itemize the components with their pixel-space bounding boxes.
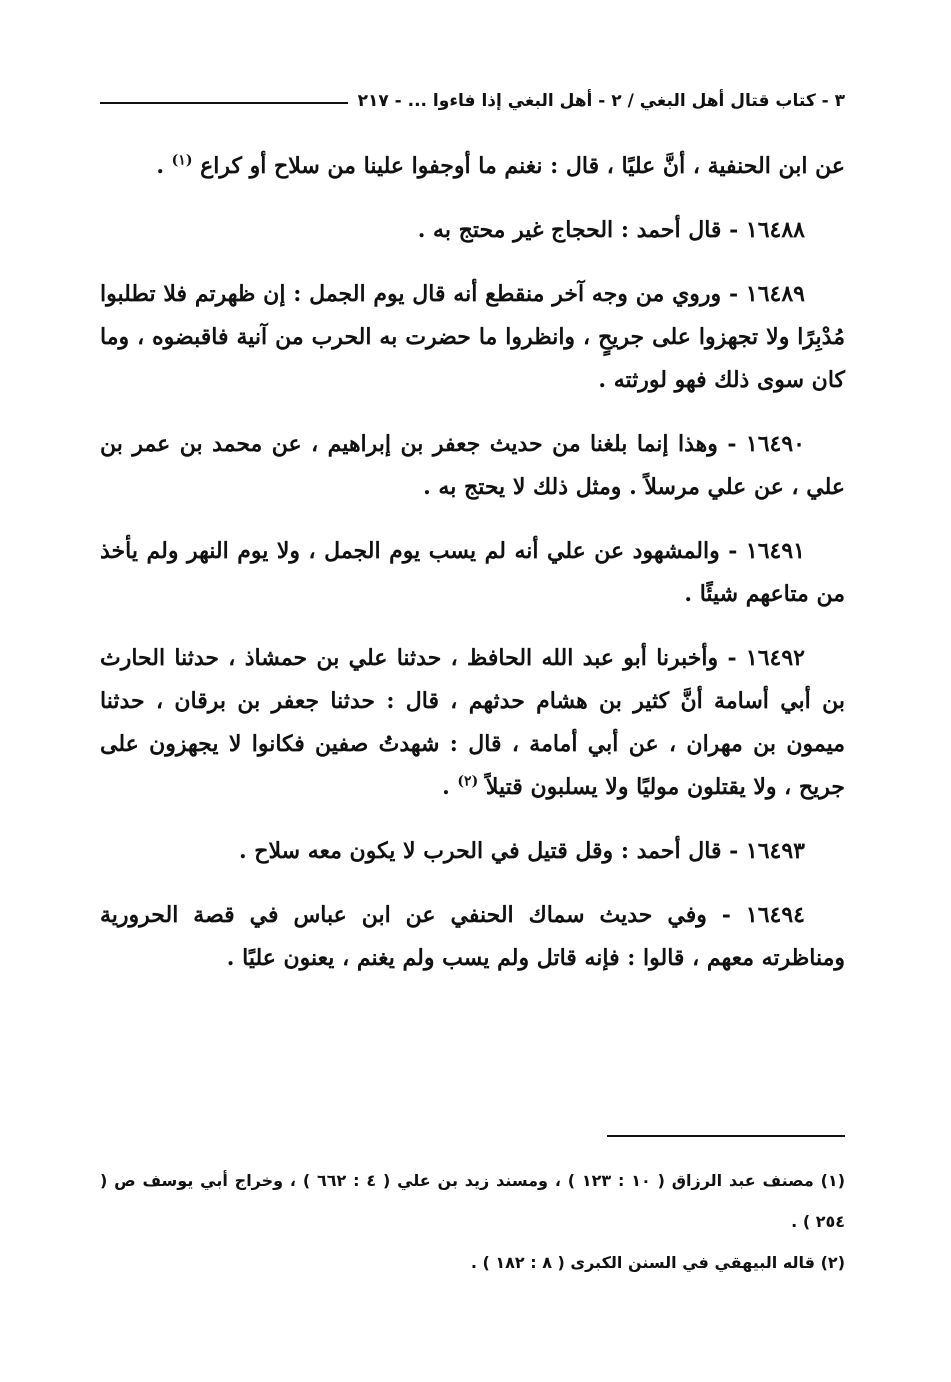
paragraph-16490 xyxy=(100,423,845,509)
footnote-ref-2: (٢) xyxy=(457,773,479,790)
paragraph-text: ١٦٤٩٢ - وأخبرنا أبو عبد الله الحافظ ، حدثنا علي بن حمشاذ ، حدثنا الحارث بن أبي أسامة أنَّ كثير بن هشام حدثهم ، قال : حدثنا جعفر بن برقان ، حدثنا ميمون بن مهران ، عن أبي أمامة ، قال : شهدتُ صفين فكانوا لا يجهزون على جريح ، ولا يقتلون موليًا ولا يسلبون قتيلاً xyxy=(100,645,845,800)
footnote-separator xyxy=(607,1135,845,1137)
running-title: ٣ - كتاب قتال أهل البغي / ٢ - أهل البغي إذا فاءوا ... - ٢١٧ xyxy=(357,91,845,111)
paragraph-text: ١٦٤٨٨ - قال أحمد : الحجاج غير محتج به . xyxy=(417,217,805,243)
body-text xyxy=(100,145,845,1001)
paragraph-text: ١٦٤٩٤ - وفي حديث سماك الحنفي عن ابن عباس في قصة الحرورية ومناظرته معهم ، قالوا : فإنه قاتل ولم يسب ولم يغنم ، يعنون عليًا . xyxy=(100,902,845,971)
book-page xyxy=(100,60,845,1350)
footnote-ref-1: (١) xyxy=(171,152,193,169)
paragraph-tail: . xyxy=(156,153,172,179)
footnote-1: (١) مصنف عبد الرزاق ( ١٠ : ١٢٣ ) ، ومسند زيد بن علي ( ٤ : ٦٦٢ ) ، وخراج أبي يوسف ص ( ٢٥٤ ) . xyxy=(100,1171,845,1231)
footnotes xyxy=(100,1160,845,1283)
paragraph-16489 xyxy=(100,273,845,402)
paragraph-text: ١٦٤٩١ - والمشهود عن علي أنه لم يسب يوم الجمل ، ولا يوم النهر ولم يأخذ من متاعهم شيئًا . xyxy=(100,538,845,607)
paragraph-16491 xyxy=(100,530,845,616)
paragraph-text: عن ابن الحنفية ، أنَّ عليًا ، قال : نغنم ما أوجفوا علينا من سلاح أو كراع xyxy=(200,153,845,179)
paragraph-tail: . xyxy=(442,774,458,800)
footnote-2: (٢) قاله البيهقي في السنن الكبرى ( ٨ : ١٨٢ ) . xyxy=(470,1253,845,1272)
paragraph-16493 xyxy=(100,830,845,873)
header-rule xyxy=(100,102,348,104)
paragraph-continuation xyxy=(100,145,845,188)
paragraph-text: ١٦٤٩٠ - وهذا إنما بلغنا من حديث جعفر بن إبراهيم ، عن محمد بن عمر بن علي ، عن علي مرسلاً . ومثل ذلك لا يحتج به . xyxy=(100,431,845,500)
paragraph-text: ١٦٤٨٩ - وروي من وجه آخر منقطع أنه قال يوم الجمل : إن ظهرتم فلا تطلبوا مُدْبِرًا ولا تجهزوا على جريحٍ ، وانظروا ما حضرت به الحرب من آنية فاقبضوه ، وما كان سوى ذلك فهو لورثته . xyxy=(100,281,845,393)
paragraph-text: ١٦٤٩٣ - قال أحمد : وقل قتيل في الحرب لا يكون معه سلاح . xyxy=(238,838,805,864)
paragraph-16492 xyxy=(100,637,845,809)
paragraph-16494 xyxy=(100,894,845,980)
paragraph-16488 xyxy=(100,209,845,252)
running-header xyxy=(100,86,845,116)
